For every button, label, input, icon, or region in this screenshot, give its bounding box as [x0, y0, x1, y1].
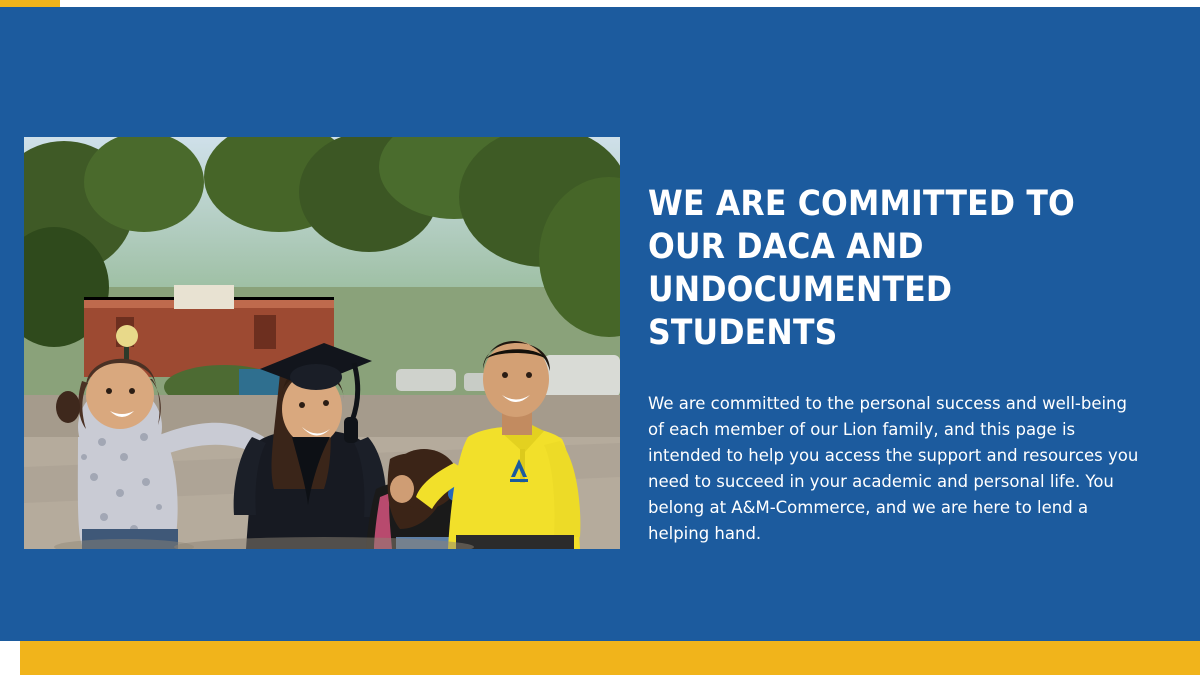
page-title: WE ARE COMMITTED TO OUR DACA AND UNDOCUMENTED STUDENTS	[648, 184, 1075, 353]
hero-body-text: We are committed to the personal success and well-being of each member of our Lion family, and this page is intended to help you access the support and resources you need to succeed in your academic and personal life. You belong at A&M-Commerce, and we are here to lend a helping hand.	[648, 394, 1139, 543]
hero-text-column	[648, 183, 1148, 547]
bottom-gold-band	[0, 641, 1200, 675]
bottom-band-notch	[0, 641, 20, 675]
top-left-gold-stripe	[0, 0, 60, 7]
hero-section	[0, 7, 1200, 641]
graduation-family-photo	[24, 137, 620, 549]
